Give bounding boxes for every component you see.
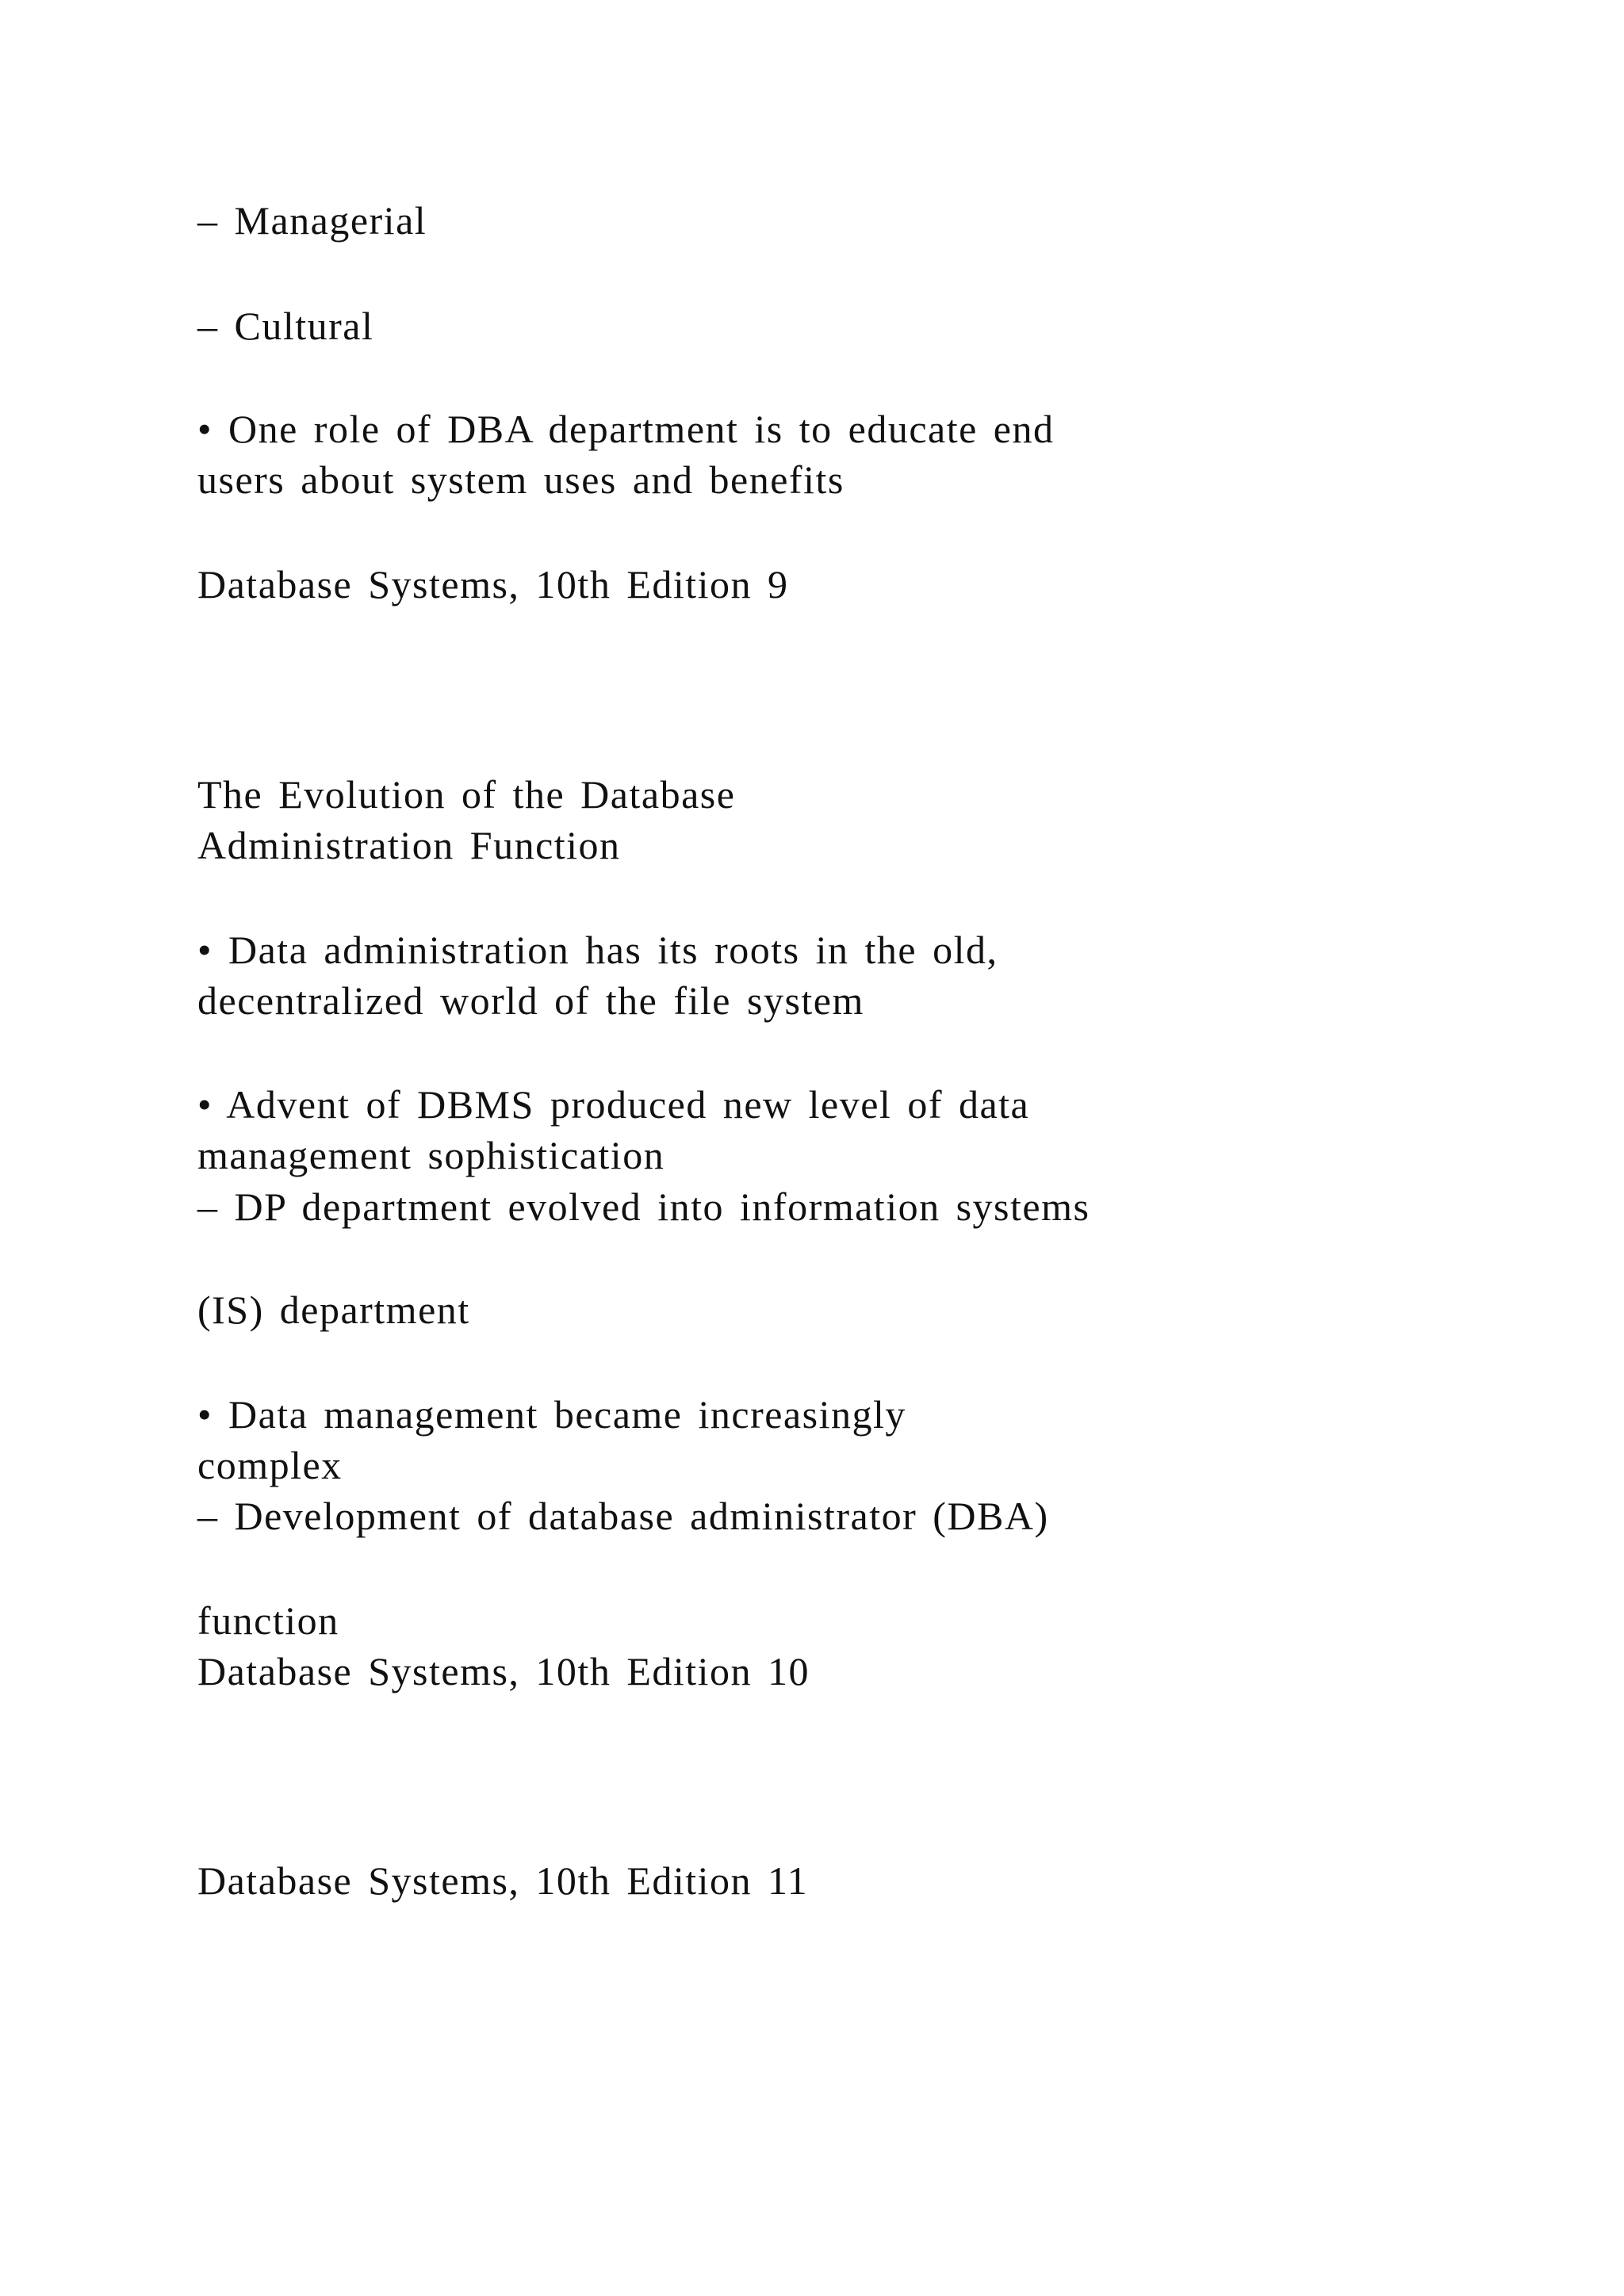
bullet-dba-role-line-2: users about system uses and benefits: [197, 457, 845, 502]
bullet-dbms-line-1: • Advent of DBMS produced new level of data: [197, 1082, 1030, 1127]
sub-item-dp-line-1: – DP department evolved into information systems: [197, 1184, 1090, 1229]
sub-item-dba-line-1: – Development of database administrator (DBA): [197, 1494, 1049, 1538]
section-heading-line-1: The Evolution of the Database: [197, 772, 736, 817]
slide-footer-9: Database Systems, 10th Edition 9: [197, 562, 789, 607]
list-item-cultural: – Cultural: [197, 304, 374, 348]
sub-item-dba-line-2: function: [197, 1598, 339, 1643]
list-item-managerial: – Managerial: [197, 198, 427, 243]
bullet-dba-role-line-1: • One role of DBA department is to educate end: [197, 407, 1055, 451]
slide-footer-11: Database Systems, 10th Edition 11: [197, 1858, 809, 1903]
bullet-data-admin-line-1: • Data administration has its roots in the old,: [197, 928, 998, 972]
slide-footer-10: Database Systems, 10th Edition 10: [197, 1649, 810, 1693]
bullet-data-admin-line-2: decentralized world of the file system: [197, 978, 864, 1023]
section-heading-line-2: Administration Function: [197, 823, 621, 867]
sub-item-dp-line-2: (IS) department: [197, 1288, 470, 1332]
bullet-dbms-line-2: management sophistication: [197, 1133, 665, 1177]
bullet-data-mgmt-line-1: • Data management became increasingly: [197, 1392, 906, 1437]
bullet-data-mgmt-line-2: complex: [197, 1443, 343, 1487]
